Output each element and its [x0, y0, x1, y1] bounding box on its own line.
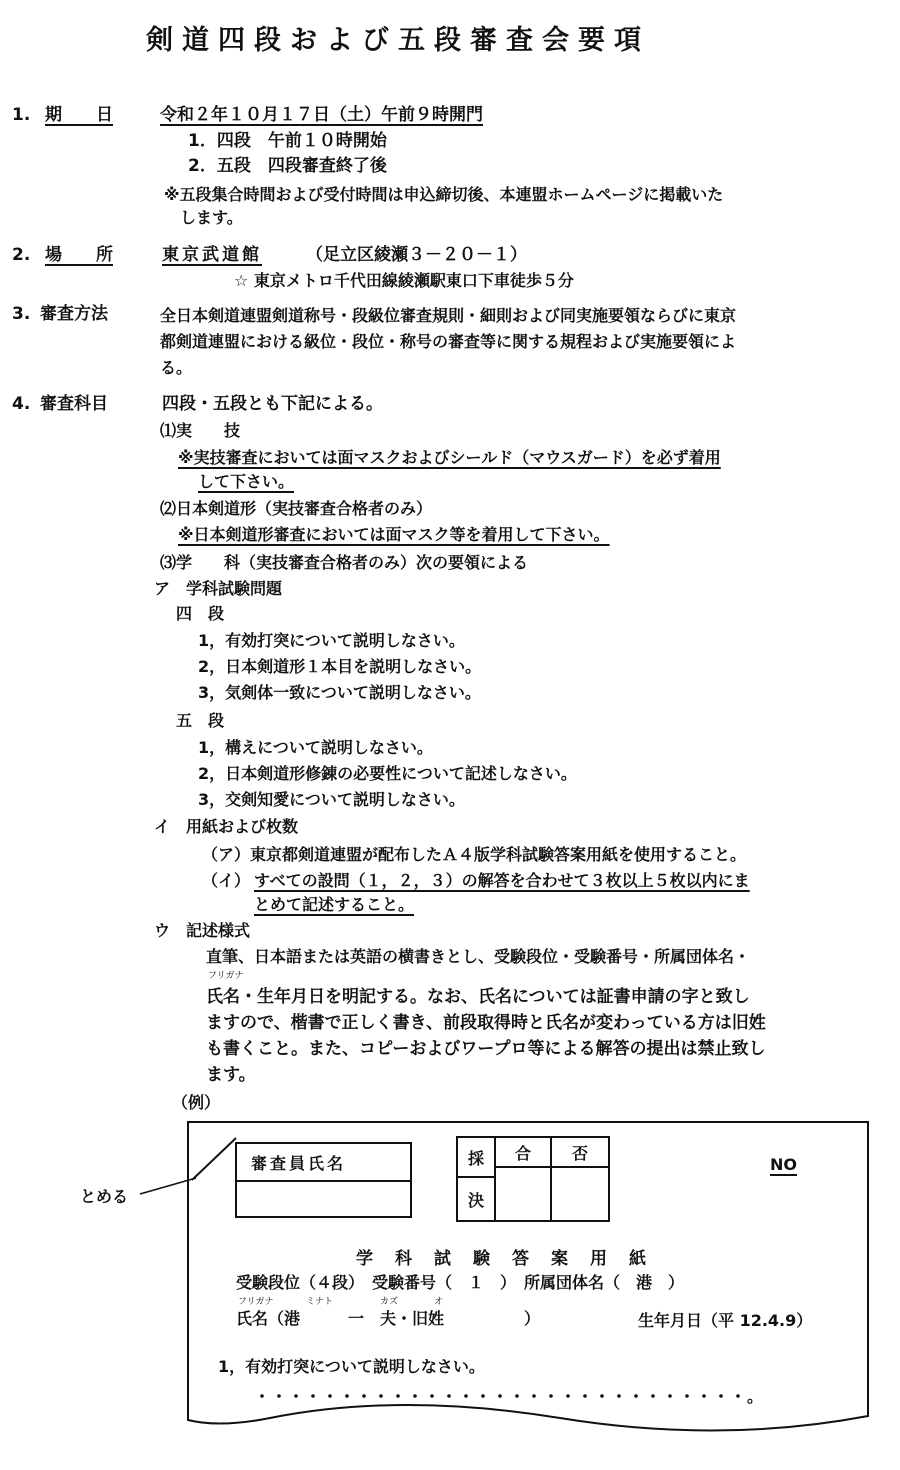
grade-hi-label: 否 — [571, 1143, 588, 1163]
s3-label: 審査方法 — [40, 304, 108, 324]
s2-venue: 東京武道館 — [162, 245, 262, 265]
grade-sai-cell — [456, 1136, 496, 1178]
s4-format-line1: 直筆、日本語または英語の横書きとし、受験段位・受験番号・所属団体名・ — [206, 947, 751, 966]
s4-dan4-q1: 1，有効打突について説明しなさい。 — [198, 631, 465, 650]
grade-hi-header — [550, 1136, 610, 1168]
s1-sub2: 2．五段 四段審査終了後 — [188, 156, 387, 176]
s4-practical-note1: ※実技審査においては面マスクおよびシールド（マウスガード）を必ず着用 — [178, 448, 721, 467]
s4-paper-b-line1: すべての設問（１，２，３）の解答を合わせて３枚以上５枚以内にま — [254, 871, 750, 890]
s4-paper-b-marker: （イ） — [202, 871, 251, 890]
grade-sai-label: 採 — [467, 1148, 484, 1168]
sheet-row-birthdate: 生年月日（平 12.4.9） — [638, 1311, 813, 1330]
s4-practical-note2: して下さい。 — [198, 472, 295, 491]
s1-number: 1. — [12, 105, 31, 125]
s4-dan5-heading: 五 段 — [176, 711, 225, 730]
grade-go-box — [494, 1166, 552, 1222]
s4-label: 審査科目 — [40, 394, 108, 414]
sheet-ruby-minato: ミナト — [306, 1297, 334, 1307]
s1-label: 期 日 — [45, 105, 113, 125]
sheet-ruby-kazu: カズ — [380, 1297, 399, 1307]
s1-note1: ※五段集合時間および受付時間は申込締切後、本連盟ホームページに掲載いた — [164, 185, 724, 204]
grade-ketsu-cell — [456, 1176, 496, 1222]
s4-kata-note: ※日本剣道形審査においては面マスク等を着用して下さい。 — [178, 525, 610, 544]
s4-format-line5: ます。 — [206, 1065, 256, 1085]
s1-sub1: 1．四段 午前１０時開始 — [188, 131, 387, 151]
s1-date: 令和２年１０月１７日（土）午前９時開門 — [160, 105, 483, 125]
s4-format-line2: 氏名・生年月日を明記する。なお、氏名については証書申請の字と致し — [206, 987, 750, 1007]
s4-paper-a: （ア）東京都剣道連盟が配布したＡ４版学科試験答案用紙を使用すること。 — [202, 845, 747, 864]
sheet-ruby-o: オ — [434, 1297, 444, 1307]
s4-dan5-q2: 2，日本剣道形修錬の必要性について記述しなさい。 — [198, 764, 577, 783]
s2-address: （足立区綾瀬３－２０－１） — [306, 245, 527, 265]
grade-hi-box — [550, 1166, 610, 1222]
s4-kata: ⑵日本剣道形（実技審査合格者のみ） — [160, 499, 433, 518]
sheet-number-label: NO — [770, 1155, 797, 1174]
s4-written: ⑶学 科（実技審査合格者のみ）次の要領による — [160, 553, 529, 572]
answer-sheet-frame — [0, 1118, 900, 1470]
s4-format-line4: も書くこと。また、コピーおよびワープロ等による解答の提出は禁止致し — [206, 1039, 766, 1059]
s4-paper-b-line2: とめて記述すること。 — [254, 895, 415, 914]
example-tomeru-label: とめる — [80, 1187, 129, 1206]
s4-dan4-q2: 2，日本剣道形１本目を説明しなさい。 — [198, 657, 482, 676]
s3-line3: る。 — [160, 358, 193, 377]
examiner-name-field — [235, 1180, 412, 1218]
page-title: 剣道四段および五段審査会要項 — [146, 25, 650, 56]
sheet-ruby-furigana: フリガナ — [238, 1297, 274, 1307]
sheet-question: 1，有効打突について説明しなさい。 — [218, 1357, 485, 1376]
grade-go-header — [494, 1136, 552, 1168]
s4-practical: ⑴実 技 — [160, 421, 241, 440]
s4-paper-heading: イ 用紙および枚数 — [154, 817, 299, 836]
sheet-row-grade-number-club: 受験段位（４段） 受験番号（ １ ） 所属団体名（ 港 ） — [236, 1273, 685, 1292]
s4-format-furigana: フリガナ — [208, 971, 244, 981]
s4-dan5-q1: 1，構えについて説明しなさい。 — [198, 738, 433, 757]
s4-dan4-q3: 3，気剣体一致について説明しなさい。 — [198, 683, 481, 702]
s4-format-line3: ますので、楷書で正しく書き、前段取得時と氏名が変わっている方は旧姓 — [206, 1013, 766, 1033]
s1-note2: します。 — [180, 208, 243, 227]
s4-format-heading: ウ 記述様式 — [154, 921, 251, 940]
sheet-answer-dots: ・・・・・・・・・・・・・・・・・・・・・・・・・・・・・。 — [254, 1387, 765, 1406]
s3-line2: 都剣道連盟における級位・段位・称号の審査等に関する規程および実施要領によ — [160, 332, 737, 351]
s2-access: ☆ 東京メトロ千代田線綾瀬駅東口下車徒歩５分 — [234, 271, 574, 290]
sheet-row-name: 氏名（港 一 夫・旧姓 ） — [236, 1309, 541, 1328]
s4-dan5-q3: 3，交剣知愛について説明しなさい。 — [198, 790, 465, 809]
sheet-title: 学科試験答案用紙 — [356, 1249, 668, 1269]
s2-label: 場 所 — [45, 245, 113, 265]
examiner-name-header — [235, 1142, 412, 1182]
s3-line1: 全日本剣道連盟剣道称号・段級位審査規則・細則および同実施要領ならびに東京 — [160, 306, 737, 325]
examiner-name-label: 審査員氏名 — [251, 1153, 347, 1173]
s2-number: 2. — [12, 245, 31, 265]
s4-intro: 四段・五段とも下記による。 — [162, 394, 383, 414]
grade-ketsu-label: 決 — [467, 1190, 484, 1210]
s4-written-a: ア 学科試験問題 — [154, 579, 283, 598]
example-label: （例） — [172, 1093, 221, 1112]
grade-go-label: 合 — [514, 1143, 531, 1163]
s4-dan4-heading: 四 段 — [176, 604, 225, 623]
s3-number: 3. — [12, 304, 31, 324]
s4-number: 4. — [12, 394, 31, 414]
